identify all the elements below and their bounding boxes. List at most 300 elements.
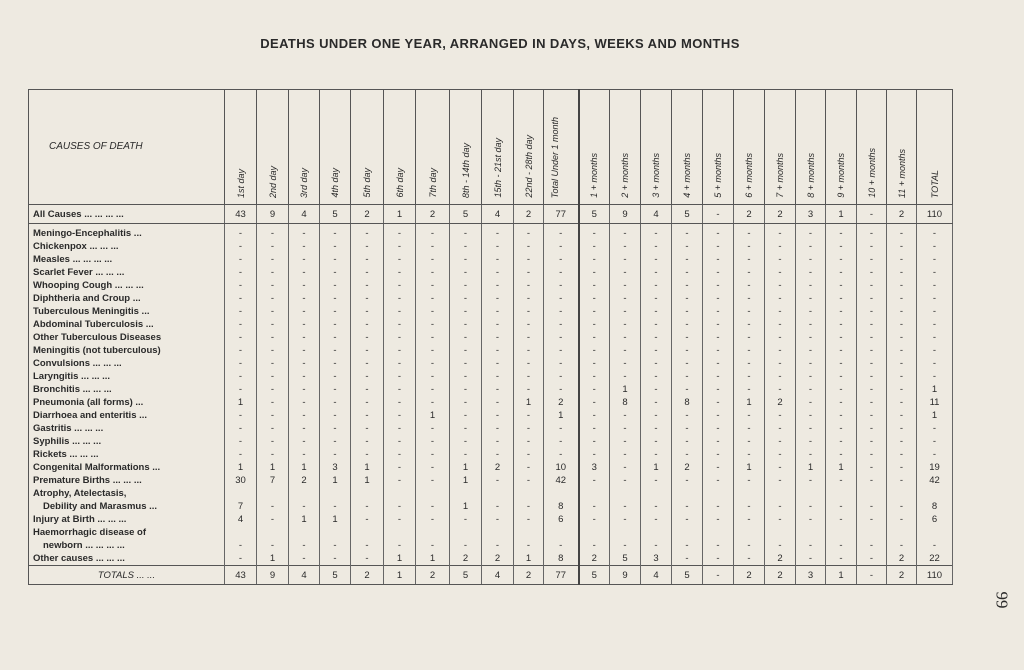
table-cell: -	[610, 344, 641, 357]
table-cell: -	[796, 513, 826, 526]
table-cell: -	[917, 357, 953, 370]
table-cell: -	[579, 435, 610, 448]
table-cell: -	[796, 266, 826, 279]
table-cell: -	[826, 318, 857, 331]
table-cell: -	[610, 487, 641, 513]
table-cell: 5	[579, 205, 610, 224]
table-row	[29, 435, 953, 448]
table-cell: 4	[482, 205, 514, 224]
table-row	[29, 318, 953, 331]
table-cell: -	[416, 253, 450, 266]
table-cell: -	[917, 331, 953, 344]
table-cell: 4	[289, 566, 320, 585]
table-cell: -	[416, 370, 450, 383]
table-cell: -	[826, 552, 857, 566]
table-row	[29, 292, 953, 305]
table-cell: -	[579, 422, 610, 435]
table-cell: -	[734, 292, 765, 305]
column-header: TOTAL	[929, 169, 940, 198]
table-cell: -	[482, 292, 514, 305]
table-cell: -	[641, 474, 672, 487]
cause-label: Gastritis ... ... ...	[29, 422, 225, 435]
table-cell: -	[544, 370, 579, 383]
table-cell: -	[320, 253, 351, 266]
header-row	[29, 90, 953, 205]
table-cell: -	[320, 240, 351, 253]
cause-label: TOTALS ... ...	[29, 566, 225, 585]
table-cell: -	[765, 266, 796, 279]
table-cell: -	[416, 279, 450, 292]
table-cell: -	[257, 240, 289, 253]
table-cell: -	[384, 396, 416, 409]
table-cell: -	[482, 224, 514, 241]
table-cell: -	[384, 487, 416, 513]
table-cell: 2	[672, 461, 703, 474]
table-cell: -	[384, 513, 416, 526]
table-cell: -	[765, 383, 796, 396]
table-cell: -	[514, 383, 544, 396]
cause-label: Meningo-Encephalitis ...	[29, 224, 225, 241]
table-cell: -	[257, 448, 289, 461]
column-header: 1st day	[235, 168, 246, 198]
table-cell: 2	[765, 205, 796, 224]
table-cell: 11	[917, 396, 953, 409]
table-cell: -	[514, 526, 544, 552]
table-row	[29, 422, 953, 435]
table-cell: -	[857, 266, 887, 279]
table-cell: -	[257, 224, 289, 241]
table-cell: -	[610, 279, 641, 292]
table-cell: -	[320, 292, 351, 305]
cause-label: Pneumonia (all forms) ...	[29, 396, 225, 409]
table-cell: -	[610, 266, 641, 279]
table-cell: -	[579, 253, 610, 266]
table-cell: -	[384, 409, 416, 422]
table-cell: -	[320, 435, 351, 448]
table-cell: -	[579, 240, 610, 253]
table-cell: -	[610, 305, 641, 318]
table-cell: 9	[257, 205, 289, 224]
table-cell: -	[289, 224, 320, 241]
table-cell: -	[482, 279, 514, 292]
table-cell: -	[765, 448, 796, 461]
table-cell: -	[351, 266, 384, 279]
table-cell: -	[320, 266, 351, 279]
table-cell: -	[351, 396, 384, 409]
table-cell: 4	[482, 566, 514, 585]
table-cell: -	[320, 331, 351, 344]
table-cell: -	[641, 409, 672, 422]
table-cell: -	[703, 331, 734, 344]
table-cell: -	[450, 357, 482, 370]
table-row	[29, 526, 953, 552]
table-cell: 3	[796, 205, 826, 224]
table-cell: -	[917, 292, 953, 305]
column-header: 11 + months	[896, 148, 907, 198]
table-cell: 10	[544, 461, 579, 474]
table-cell: -	[734, 357, 765, 370]
table-row	[29, 305, 953, 318]
table-cell: -	[765, 474, 796, 487]
table-cell: -	[416, 487, 450, 513]
table-cell: -	[857, 526, 887, 552]
table-cell: -	[917, 448, 953, 461]
table-cell: -	[257, 331, 289, 344]
table-cell: -	[641, 266, 672, 279]
table-cell: -	[610, 448, 641, 461]
table-cell: -	[641, 396, 672, 409]
table-cell: -	[320, 396, 351, 409]
table-cell: -	[796, 331, 826, 344]
table-cell: 5	[610, 552, 641, 566]
table-cell: -	[796, 435, 826, 448]
table-cell: -	[641, 344, 672, 357]
cause-label: Chickenpox ... ... ...	[29, 240, 225, 253]
table-cell: -	[765, 331, 796, 344]
table-cell: -	[514, 474, 544, 487]
table-cell: 1	[225, 396, 257, 409]
table-cell: -	[857, 344, 887, 357]
table-cell: -	[514, 448, 544, 461]
table-cell: 1	[257, 552, 289, 566]
table-cell: 2	[450, 552, 482, 566]
table-cell: -	[225, 344, 257, 357]
table-cell: -	[384, 266, 416, 279]
table-cell: -	[482, 513, 514, 526]
table-row	[29, 487, 953, 513]
table-cell: 5	[320, 205, 351, 224]
table-cell: -	[225, 240, 257, 253]
table-cell: -	[351, 240, 384, 253]
table-cell: -	[289, 383, 320, 396]
table-cell: -	[887, 396, 917, 409]
table-cell: -	[450, 422, 482, 435]
table-cell: -	[917, 253, 953, 266]
column-header: 6th day	[394, 168, 405, 198]
table-cell: -	[610, 331, 641, 344]
table-row	[29, 448, 953, 461]
table-cell: -	[917, 305, 953, 318]
table-cell: -	[579, 279, 610, 292]
table-cell: 1	[917, 409, 953, 422]
table-cell: -	[416, 435, 450, 448]
table-cell: -	[610, 318, 641, 331]
table-cell: -	[887, 526, 917, 552]
table-cell: -	[887, 266, 917, 279]
table-cell: 42	[917, 474, 953, 487]
table-cell: -	[610, 461, 641, 474]
table-cell: -	[544, 318, 579, 331]
table-cell: 4	[641, 566, 672, 585]
cause-label: Laryngitis ... ... ...	[29, 370, 225, 383]
table-cell: -	[917, 266, 953, 279]
table-cell: -	[289, 305, 320, 318]
table-cell: -	[514, 253, 544, 266]
table-cell: -	[734, 487, 765, 513]
column-header: 2 + months	[620, 153, 630, 198]
table-cell: -	[384, 435, 416, 448]
column-header: 10 + months	[866, 148, 877, 198]
table-cell: -	[320, 344, 351, 357]
table-cell: -	[351, 409, 384, 422]
table-cell: 1	[225, 461, 257, 474]
table-cell: -	[703, 292, 734, 305]
table-cell: -	[887, 383, 917, 396]
table-cell: -	[826, 292, 857, 305]
table-cell: -	[384, 292, 416, 305]
table-cell: 5	[579, 566, 610, 585]
table-cell: 4	[641, 205, 672, 224]
table-cell: -	[514, 292, 544, 305]
table-cell: -	[672, 513, 703, 526]
table-cell: -	[225, 370, 257, 383]
table-cell: -	[672, 370, 703, 383]
table-cell: -	[257, 318, 289, 331]
table-cell: -	[579, 448, 610, 461]
table-cell: -	[610, 370, 641, 383]
table-cell: -	[416, 526, 450, 552]
table-cell: -	[641, 513, 672, 526]
table-cell: 2	[351, 205, 384, 224]
table-cell: 2	[416, 205, 450, 224]
table-cell: -	[887, 344, 917, 357]
table-cell: -	[514, 266, 544, 279]
table-row	[29, 279, 953, 292]
table-cell: -	[796, 370, 826, 383]
table-cell: -	[857, 396, 887, 409]
table-cell: -	[482, 526, 514, 552]
table-cell: -	[450, 240, 482, 253]
table-cell: -	[351, 526, 384, 552]
table-cell: -	[641, 253, 672, 266]
table-row	[29, 396, 953, 409]
table-cell: -	[703, 370, 734, 383]
table-cell: -	[416, 461, 450, 474]
table-cell: -	[225, 448, 257, 461]
cause-label: Meningitis (not tuberculous)	[29, 344, 225, 357]
table-cell: -	[765, 305, 796, 318]
table-cell: -	[703, 526, 734, 552]
table-cell: -	[482, 344, 514, 357]
table-cell: -	[579, 396, 610, 409]
table-cell: 1	[384, 552, 416, 566]
table-cell: -	[734, 552, 765, 566]
table-cell: -	[765, 357, 796, 370]
cause-label: Other Tuberculous Diseases	[29, 331, 225, 344]
table-cell: -	[672, 487, 703, 513]
table-cell: -	[450, 370, 482, 383]
table-cell: -	[450, 383, 482, 396]
table-cell: -	[796, 552, 826, 566]
table-cell: -	[703, 266, 734, 279]
table-row	[29, 513, 953, 526]
table-cell: -	[734, 474, 765, 487]
table-cell: -	[482, 435, 514, 448]
table-cell: -	[257, 487, 289, 513]
table-cell: -	[610, 409, 641, 422]
table-cell: -	[857, 305, 887, 318]
table-cell: -	[887, 318, 917, 331]
table-cell: -	[734, 224, 765, 241]
table-cell: -	[450, 344, 482, 357]
table-row	[29, 240, 953, 253]
table-cell: -	[796, 318, 826, 331]
table-cell: 2	[514, 205, 544, 224]
table-cell: -	[579, 409, 610, 422]
table-cell: -	[765, 224, 796, 241]
table-cell: -	[641, 224, 672, 241]
table-cell: -	[734, 331, 765, 344]
table-cell: -	[514, 435, 544, 448]
table-cell: -	[289, 292, 320, 305]
table-cell: 5	[320, 566, 351, 585]
table-cell: -	[641, 331, 672, 344]
table-cell: 1	[796, 461, 826, 474]
table-cell: -	[826, 266, 857, 279]
table-cell: 3	[641, 552, 672, 566]
table-cell: -	[796, 279, 826, 292]
table-cell: 8	[544, 552, 579, 566]
table-cell: -	[887, 240, 917, 253]
table-cell: -	[917, 370, 953, 383]
table-cell: -	[514, 409, 544, 422]
table-cell: -	[225, 331, 257, 344]
table-cell: -	[351, 383, 384, 396]
table-cell: -	[734, 513, 765, 526]
table-cell: -	[482, 240, 514, 253]
table-cell: -	[796, 305, 826, 318]
table-cell: 1	[416, 552, 450, 566]
table-cell: -	[384, 224, 416, 241]
table-cell: -	[544, 422, 579, 435]
table-cell: -	[289, 448, 320, 461]
table-cell: -	[544, 240, 579, 253]
table-cell: 7	[225, 487, 257, 513]
table-cell: 1	[544, 409, 579, 422]
table-cell: -	[765, 526, 796, 552]
table-cell: -	[610, 474, 641, 487]
table-cell: -	[796, 396, 826, 409]
table-cell: -	[416, 292, 450, 305]
table-cell: -	[857, 513, 887, 526]
table-cell: -	[225, 422, 257, 435]
table-cell: -	[641, 435, 672, 448]
table-cell: -	[514, 240, 544, 253]
table-cell: -	[384, 331, 416, 344]
table-cell: 30	[225, 474, 257, 487]
table-cell: -	[450, 253, 482, 266]
table-cell: -	[384, 253, 416, 266]
table-cell: -	[826, 435, 857, 448]
table-cell: -	[672, 253, 703, 266]
table-cell: -	[579, 224, 610, 241]
table-cell: -	[703, 344, 734, 357]
table-cell: -	[257, 435, 289, 448]
table-cell: -	[320, 448, 351, 461]
table-cell: -	[257, 357, 289, 370]
table-cell: -	[857, 409, 887, 422]
table-cell: -	[544, 435, 579, 448]
table-cell: -	[320, 224, 351, 241]
table-cell: -	[672, 357, 703, 370]
column-header: 22nd - 28th day	[523, 135, 534, 198]
table-cell: -	[610, 253, 641, 266]
table-cell: -	[416, 383, 450, 396]
cause-label: All Causes ... ... ... ...	[29, 205, 225, 224]
table-cell: -	[857, 474, 887, 487]
table-cell: -	[289, 435, 320, 448]
table-cell: -	[579, 331, 610, 344]
table-cell: 1	[450, 461, 482, 474]
table-cell: -	[826, 396, 857, 409]
table-cell: -	[514, 344, 544, 357]
table-cell: -	[514, 224, 544, 241]
table-cell: -	[796, 383, 826, 396]
column-header: 4 + months	[682, 153, 692, 198]
table-cell: 7	[257, 474, 289, 487]
table-cell: -	[734, 305, 765, 318]
table-cell: -	[672, 526, 703, 552]
table-row	[29, 370, 953, 383]
table-cell: -	[289, 240, 320, 253]
table-cell: -	[482, 357, 514, 370]
table-cell: -	[579, 305, 610, 318]
table-cell: 2	[289, 474, 320, 487]
table-cell: -	[320, 370, 351, 383]
cause-label: Syphilis ... ... ...	[29, 435, 225, 448]
table-cell: 8	[672, 396, 703, 409]
table-cell: 1	[641, 461, 672, 474]
table-cell: 1	[384, 566, 416, 585]
table-cell: -	[416, 318, 450, 331]
table-row	[29, 266, 953, 279]
table-cell: 1	[514, 396, 544, 409]
table-cell: 1	[450, 487, 482, 513]
table-cell: -	[641, 383, 672, 396]
table-cell: 5	[450, 205, 482, 224]
table-row	[29, 224, 953, 241]
cause-label: Bronchitis ... ... ...	[29, 383, 225, 396]
table-cell: -	[703, 461, 734, 474]
page-number: 99	[992, 591, 1012, 609]
table-cell: -	[384, 370, 416, 383]
table-cell: -	[857, 566, 887, 585]
table-cell: -	[857, 279, 887, 292]
table-cell: -	[257, 253, 289, 266]
table-row	[29, 409, 953, 422]
table-cell: -	[544, 357, 579, 370]
table-cell: 2	[887, 552, 917, 566]
table-cell: -	[703, 305, 734, 318]
table-cell: 8	[544, 487, 579, 513]
cause-label	[29, 487, 225, 513]
table-cell: -	[351, 305, 384, 318]
table-cell: -	[887, 292, 917, 305]
table-cell: -	[641, 318, 672, 331]
table-cell: -	[734, 344, 765, 357]
table-cell: -	[320, 552, 351, 566]
table-cell: -	[289, 552, 320, 566]
table-cell: -	[703, 357, 734, 370]
table-cell: -	[450, 396, 482, 409]
table-cell: -	[384, 240, 416, 253]
table-cell: -	[450, 331, 482, 344]
table-cell: -	[416, 513, 450, 526]
table-cell: 77	[544, 205, 579, 224]
table-cell: 2	[351, 566, 384, 585]
table-cell: -	[450, 435, 482, 448]
table-cell: -	[320, 357, 351, 370]
